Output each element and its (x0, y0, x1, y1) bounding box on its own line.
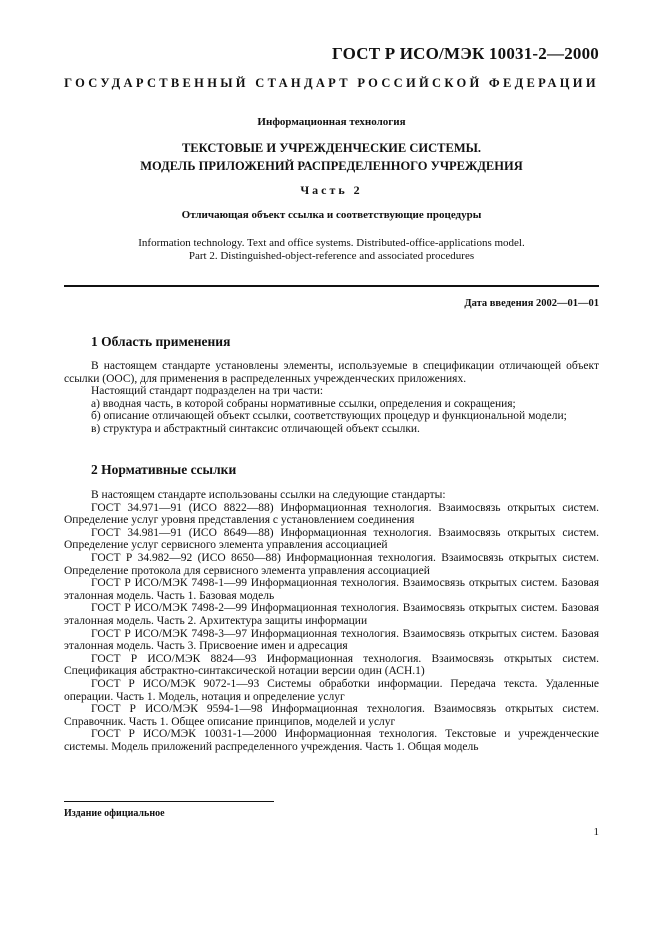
section-2-heading: 2 Нормативные ссылки (91, 462, 237, 477)
section-1-heading: 1 Область применения (91, 334, 231, 349)
state-standard-banner: ГОСУДАРСТВЕННЫЙ СТАНДАРТ РОССИЙСКОЙ ФЕДЕРАЦИИ (64, 76, 599, 90)
main-title-line2: МОДЕЛЬ ПРИЛОЖЕНИЙ РАСПРЕДЕЛЕННОГО УЧРЕЖДЕНИЯ (140, 159, 523, 173)
reference-item: ГОСТ Р 34.982—92 (ИСО 8650—88) Информационная технология. Взаимосвязь открытых систем. Определение протокола для сервисного элемента управления ассоциацией (64, 551, 599, 577)
top-divider (64, 285, 599, 287)
page-number: 1 (593, 826, 599, 838)
main-title-line1: ТЕКСТОВЫЕ И УЧРЕЖДЕНЧЕСКИЕ СИСТЕМЫ. (181, 141, 482, 155)
reference-item: ГОСТ Р ИСО/МЭК 9594-1—98 Информационная технология. Взаимосвязь открытых систем. Справочник. Часть 1. Общее описание принципов, моделей и услуг (64, 703, 599, 728)
gost-code: ГОСТ Р ИСО/МЭК 10031-2—2000 (332, 44, 599, 63)
paragraph: В настоящем стандарте использованы ссылки на следующие стандарты: (91, 489, 446, 501)
list-item: б) описание отличающей объект ссылки, соответствующих процедур и функциональной модели; (91, 410, 567, 423)
reference-item: ГОСТ 34.971—91 (ИСО 8822—88) Информационная технология. Взаимосвязь открытых систем. Определение услуг уровня представления с установлением соединения (64, 501, 599, 527)
reference-item: ГОСТ 34.981—91 (ИСО 8649—88) Информационная технология. Взаимосвязь открытых систем. Определение услуг сервисного элемента управления ассоциацией (64, 526, 599, 552)
paragraph: Настоящий стандарт подразделен на три части: (91, 385, 324, 398)
reference-item: ГОСТ Р ИСО/МЭК 8824—93 Информационная технология. Взаимосвязь открытых систем. Спецификация абстрактно-синтаксической нотации версии один (АСН.1) (64, 652, 599, 678)
subtitle: Отличающая объект ссылка и соответствующие процедуры (181, 209, 482, 221)
reference-item: ГОСТ Р ИСО/МЭК 7498-2—99 Информационная технология. Взаимосвязь открытых систем. Базовая эталонная модель. Часть 2. Архитектура защиты информации (64, 602, 599, 627)
reference-item: ГОСТ Р ИСО/МЭК 7498-3—97 Информационная технология. Взаимосвязь открытых систем. Базовая эталонная модель. Часть 3. Присвоение имен и адресация (64, 627, 599, 653)
section-2-body (64, 489, 599, 753)
reference-item: ГОСТ Р ИСО/МЭК 7498-1—99 Информационная технология. Взаимосвязь открытых систем. Базовая эталонная модель. Часть 1. Базовая модель (64, 577, 599, 602)
it-title: Информационная технология (257, 116, 406, 128)
list-item: в) структура и абстрактный синтаксис отличающей объект ссылки. (91, 422, 420, 435)
section-1-body (64, 360, 599, 436)
introduction-date: Дата введения 2002—01—01 (464, 298, 599, 309)
footer-divider (64, 801, 274, 802)
english-title-line2: Part 2. Distinguished-object-reference and associated procedures (188, 249, 475, 262)
main-title (64, 139, 599, 175)
list-item: а) вводная часть, в которой собраны нормативные ссылки, определения и сокращения; (91, 397, 516, 410)
paragraph: В настоящем стандарте установлены элементы, используемые в спецификации отличающей объект ссылки (ООС), для применения в распределенных учрежденческих приложениях. (64, 360, 599, 385)
edition-label: Издание официальное (64, 808, 165, 819)
part-label: Часть 2 (300, 183, 363, 197)
english-title (64, 237, 599, 262)
reference-item: ГОСТ Р ИСО/МЭК 10031-1—2000 Информационная технология. Текстовые и учрежденческие системы. Модель приложений распределенного учреждения. Часть 1. Общая модель (64, 728, 599, 753)
english-title-line1: Information technology. Text and office systems. Distributed-office-applications model. (138, 237, 525, 249)
reference-item: ГОСТ Р ИСО/МЭК 9072-1—93 Системы обработки информации. Передача текста. Удаленные операции. Часть 1. Модель, нотация и определение услуг (64, 677, 599, 703)
